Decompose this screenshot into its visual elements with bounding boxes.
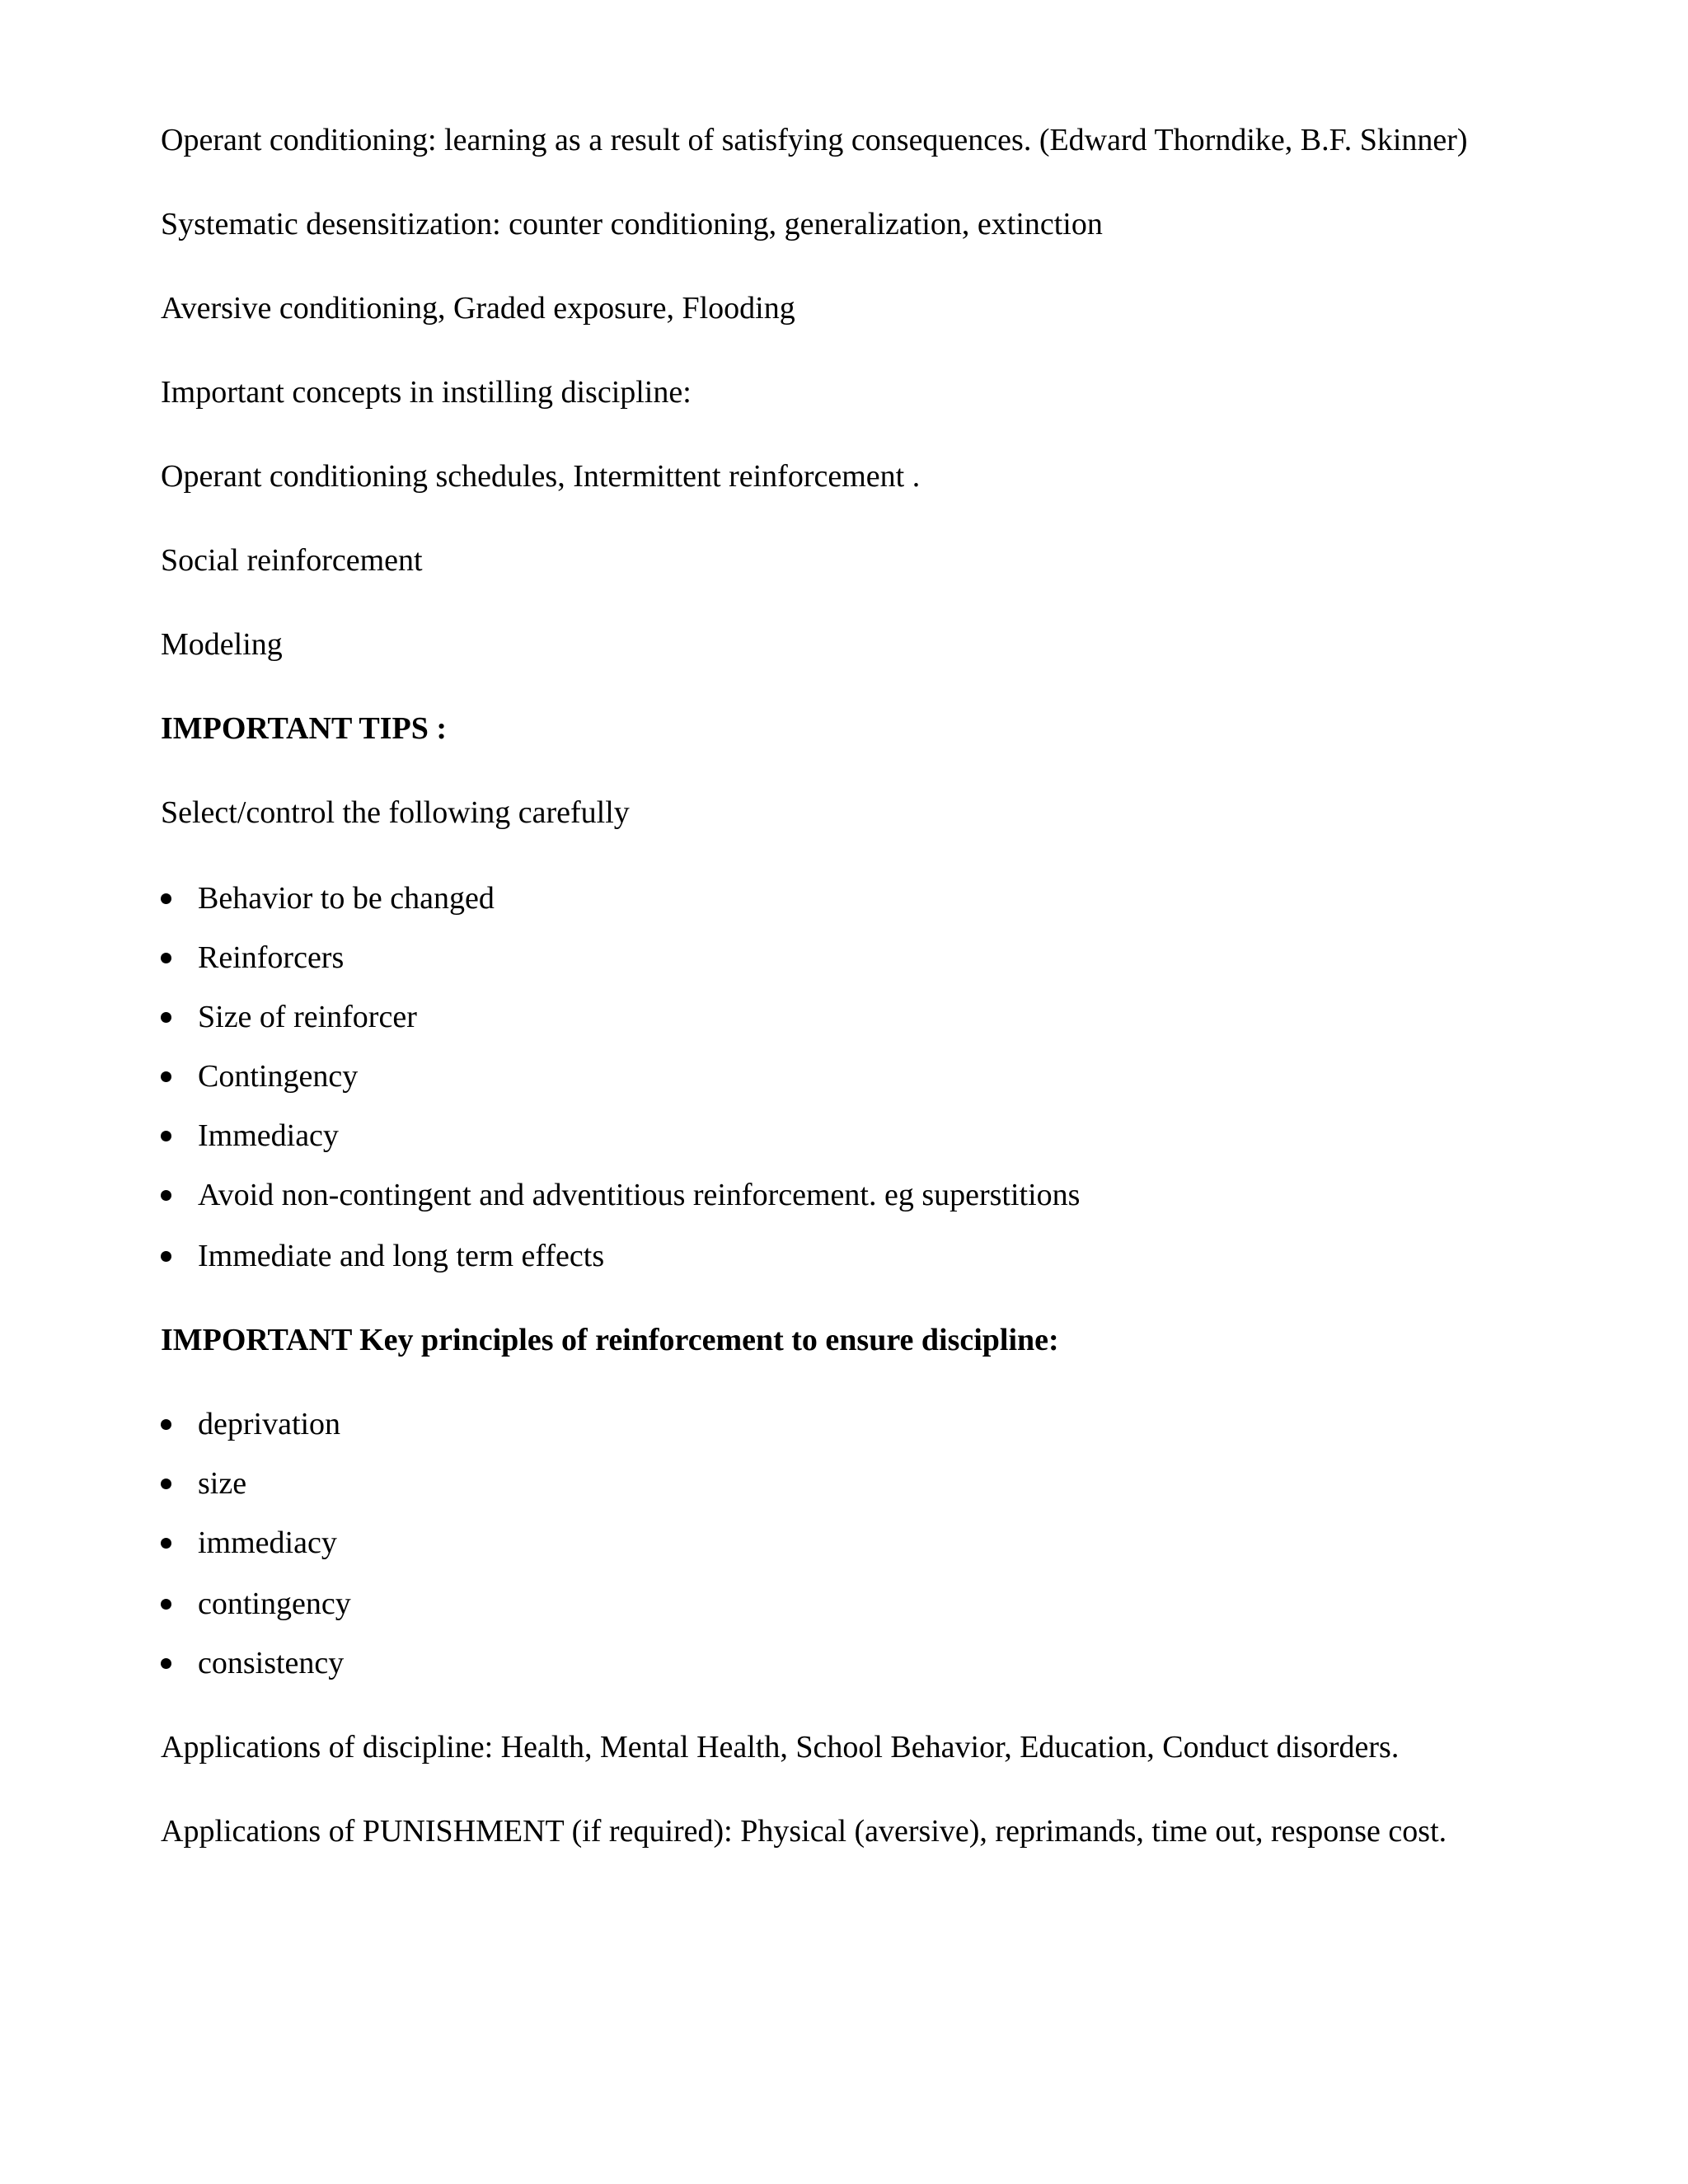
paragraph-applications-discipline: Applications of discipline: Health, Mental Health, School Behavior, Education, Conduct disorders. xyxy=(161,1730,1400,1765)
bullet-icon xyxy=(161,1538,171,1549)
paragraph-social-reinforcement: Social reinforcement xyxy=(161,543,423,578)
list-item-text: Immediate and long term effects xyxy=(198,1239,605,1273)
paragraph-operant-schedules: Operant conditioning schedules, Intermittent reinforcement . xyxy=(161,459,921,494)
list-item-text: immediacy xyxy=(198,1526,337,1560)
list-item-text: Immediacy xyxy=(198,1118,339,1153)
paragraph-important-concepts: Important concepts in instilling discipline: xyxy=(161,375,692,410)
bullet-icon xyxy=(161,1131,171,1141)
bullet-icon xyxy=(161,1419,171,1430)
bullet-icon xyxy=(161,1479,171,1489)
bullet-icon xyxy=(161,1251,171,1262)
bullet-icon xyxy=(161,1190,171,1201)
bullet-icon xyxy=(161,953,171,963)
list-item-text: Reinforcers xyxy=(198,940,345,975)
list-item-text: Avoid non-contingent and adventitious reinforcement. eg superstitions xyxy=(198,1178,1081,1212)
list-item-text: Behavior to be changed xyxy=(198,881,495,916)
paragraph-systematic-desensitization: Systematic desensitization: counter conditioning, generalization, extinction xyxy=(161,207,1103,241)
principles-heading: IMPORTANT Key principles of reinforcement to ensure discipline: xyxy=(161,1323,1059,1357)
bullet-icon xyxy=(161,1071,171,1082)
paragraph-aversive-conditioning: Aversive conditioning, Graded exposure, Flooding xyxy=(161,291,795,326)
tips-heading: IMPORTANT TIPS : xyxy=(161,711,448,746)
list-item-text: size xyxy=(198,1466,247,1501)
tips-intro: Select/control the following carefully xyxy=(161,795,630,830)
bullet-icon xyxy=(161,893,171,904)
list-item-text: Contingency xyxy=(198,1059,359,1094)
bullet-icon xyxy=(161,1599,171,1610)
bullet-icon xyxy=(161,1658,171,1669)
bullet-icon xyxy=(161,1012,171,1023)
list-item-text: deprivation xyxy=(198,1407,341,1441)
paragraph-modeling: Modeling xyxy=(161,627,283,662)
paragraph-operant-conditioning: Operant conditioning: learning as a result of satisfying consequences. (Edward Thorndike, B.F. Skinner) xyxy=(161,123,1468,157)
paragraph-applications-punishment: Applications of PUNISHMENT (if required): Physical (aversive), reprimands, time out, response cost. xyxy=(161,1814,1447,1849)
list-item-text: contingency xyxy=(198,1586,351,1621)
list-item-text: consistency xyxy=(198,1646,345,1680)
list-item-text: Size of reinforcer xyxy=(198,1000,417,1034)
